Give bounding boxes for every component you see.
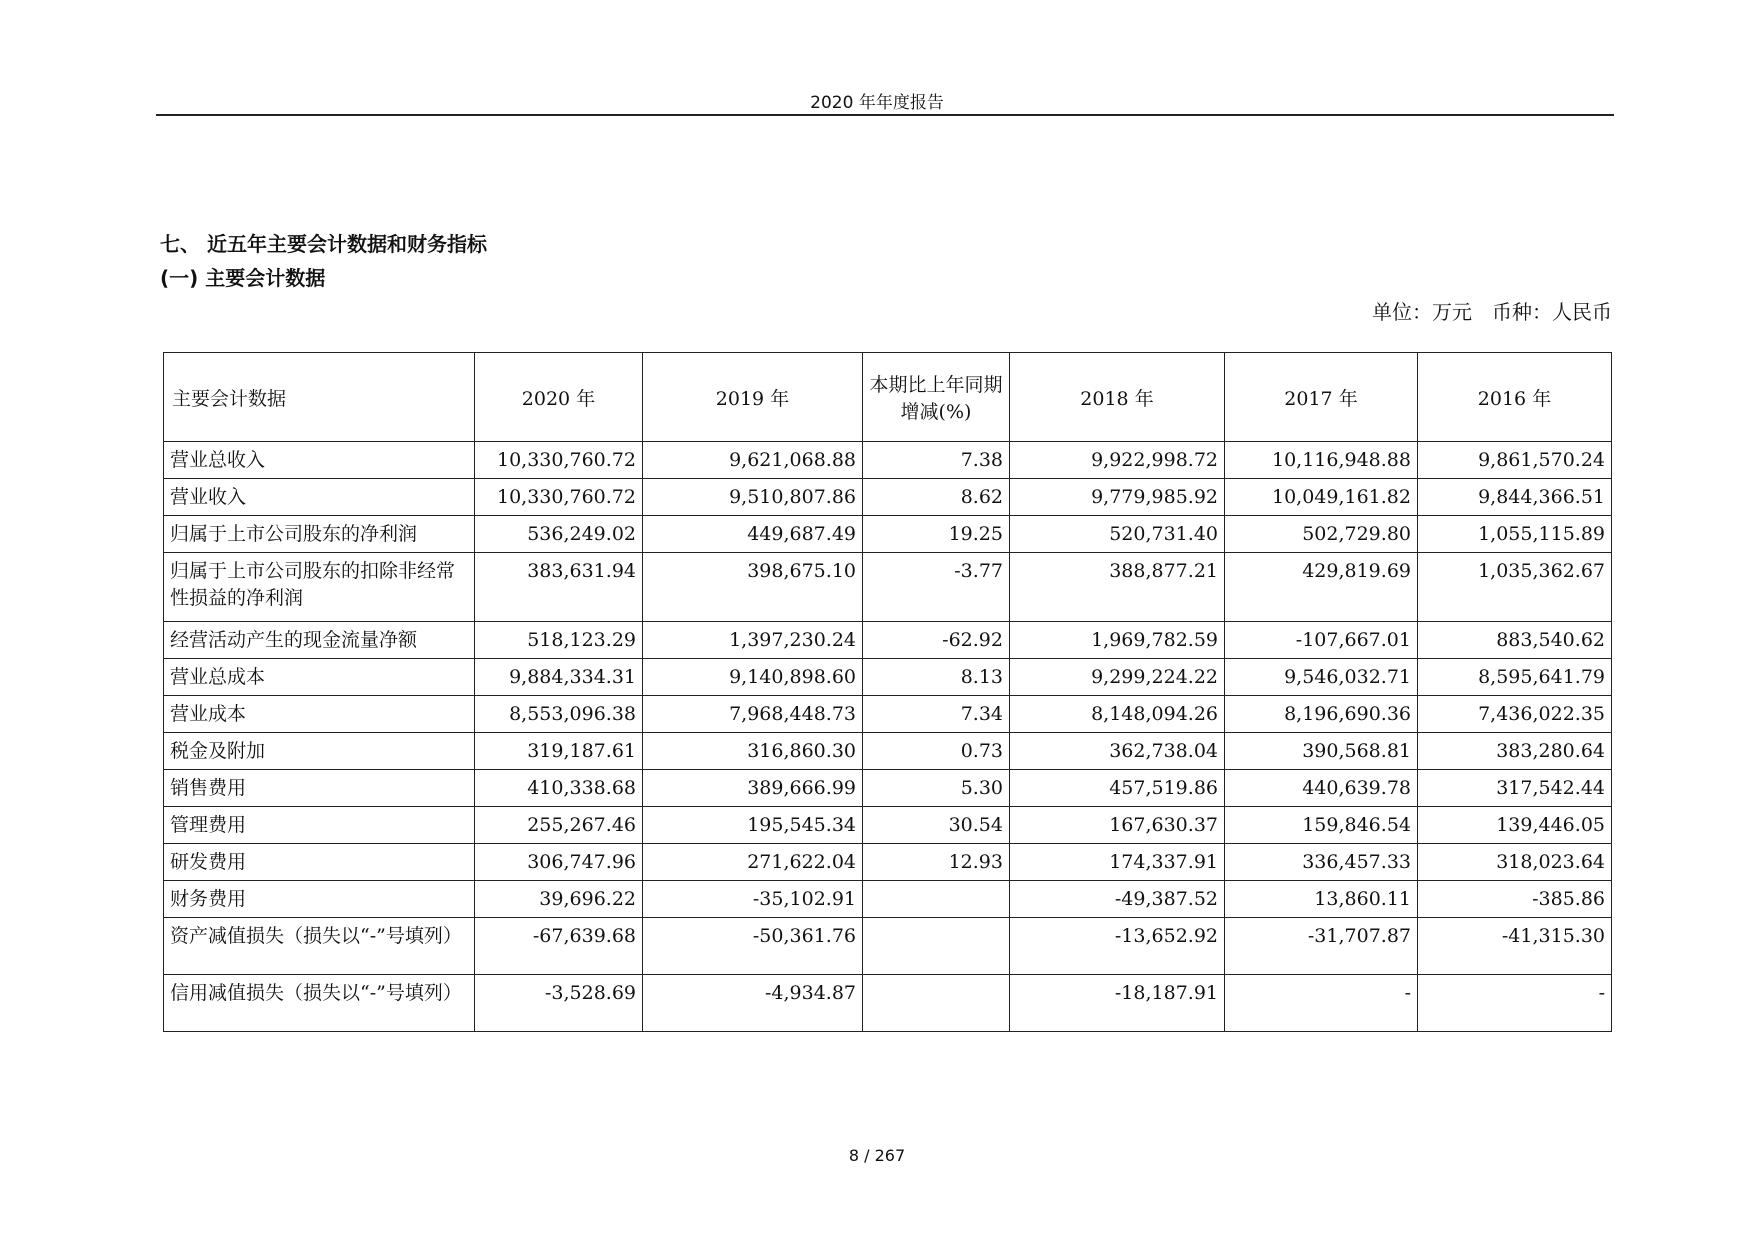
table-cell: 10,116,948.88 xyxy=(1225,442,1418,479)
row-label: 管理费用 xyxy=(164,807,475,844)
table-cell: 167,630.37 xyxy=(1010,807,1225,844)
table-cell: 174,337.91 xyxy=(1010,844,1225,881)
header-divider xyxy=(156,114,1614,116)
table-cell: -107,667.01 xyxy=(1225,622,1418,659)
table-cell: 8,196,690.36 xyxy=(1225,696,1418,733)
table-cell: 7,436,022.35 xyxy=(1418,696,1612,733)
table-cell: 319,187.61 xyxy=(475,733,643,770)
table-header-row xyxy=(164,353,1612,442)
table-cell: 10,049,161.82 xyxy=(1225,479,1418,516)
table-cell: 19.25 xyxy=(863,516,1010,553)
table-cell: 13,860.11 xyxy=(1225,881,1418,918)
table-cell: -385.86 xyxy=(1418,881,1612,918)
table-cell: 883,540.62 xyxy=(1418,622,1612,659)
row-label: 研发费用 xyxy=(164,844,475,881)
table-cell: -31,707.87 xyxy=(1225,918,1418,975)
table-cell: -67,639.68 xyxy=(475,918,643,975)
table-row xyxy=(164,622,1612,659)
table-cell: 398,675.10 xyxy=(643,553,863,622)
row-label: 归属于上市公司股东的扣除非经常性损益的净利润 xyxy=(164,553,475,622)
table-cell: 39,696.22 xyxy=(475,881,643,918)
table-row xyxy=(164,844,1612,881)
table-cell: 390,568.81 xyxy=(1225,733,1418,770)
table-cell: 7,968,448.73 xyxy=(643,696,863,733)
table-cell: 1,035,362.67 xyxy=(1418,553,1612,622)
table-row xyxy=(164,918,1612,975)
table-cell: 306,747.96 xyxy=(475,844,643,881)
table-cell: - xyxy=(1418,975,1612,1032)
column-header: 2020 年 xyxy=(475,353,643,442)
table-row xyxy=(164,975,1612,1032)
table-row xyxy=(164,516,1612,553)
table-cell: -13,652.92 xyxy=(1010,918,1225,975)
table-cell: - xyxy=(1225,975,1418,1032)
table-cell: -50,361.76 xyxy=(643,918,863,975)
table-row xyxy=(164,479,1612,516)
table-cell: 7.34 xyxy=(863,696,1010,733)
table-cell: 410,338.68 xyxy=(475,770,643,807)
table-cell: 8,148,094.26 xyxy=(1010,696,1225,733)
table-cell: -18,187.91 xyxy=(1010,975,1225,1032)
table-cell: 30.54 xyxy=(863,807,1010,844)
row-label: 营业总成本 xyxy=(164,659,475,696)
table-cell: 449,687.49 xyxy=(643,516,863,553)
row-label: 税金及附加 xyxy=(164,733,475,770)
unit-currency-note: 单位：万元 币种：人民币 xyxy=(1372,300,1612,324)
report-header-title: 2020 年年度报告 xyxy=(810,93,944,113)
table-cell: 9,621,068.88 xyxy=(643,442,863,479)
row-label: 信用减值损失（损失以“-”号填列） xyxy=(164,975,475,1032)
table-row xyxy=(164,696,1612,733)
table-cell: -62.92 xyxy=(863,622,1010,659)
table-cell: 9,299,224.22 xyxy=(1010,659,1225,696)
row-label: 营业成本 xyxy=(164,696,475,733)
table-cell: 362,738.04 xyxy=(1010,733,1225,770)
table-cell: 9,779,985.92 xyxy=(1010,479,1225,516)
table-row xyxy=(164,442,1612,479)
table-cell: 536,249.02 xyxy=(475,516,643,553)
table-cell: 5.30 xyxy=(863,770,1010,807)
table-row xyxy=(164,733,1612,770)
row-label: 财务费用 xyxy=(164,881,475,918)
table-cell: 9,140,898.60 xyxy=(643,659,863,696)
table-cell: 1,969,782.59 xyxy=(1010,622,1225,659)
table-cell: 9,546,032.71 xyxy=(1225,659,1418,696)
table-row xyxy=(164,881,1612,918)
table-cell: 383,631.94 xyxy=(475,553,643,622)
row-label: 归属于上市公司股东的净利润 xyxy=(164,516,475,553)
column-header: 2019 年 xyxy=(643,353,863,442)
table-cell: 8,553,096.38 xyxy=(475,696,643,733)
table-cell: 457,519.86 xyxy=(1010,770,1225,807)
page-number: 8 / 267 xyxy=(848,1146,906,1165)
table-cell: 389,666.99 xyxy=(643,770,863,807)
table-row xyxy=(164,807,1612,844)
table-cell: 10,330,760.72 xyxy=(475,442,643,479)
row-label: 资产减值损失（损失以“-”号填列） xyxy=(164,918,475,975)
table-cell: -3.77 xyxy=(863,553,1010,622)
table-cell: 271,622.04 xyxy=(643,844,863,881)
table-cell: 520,731.40 xyxy=(1010,516,1225,553)
table-cell: 318,023.64 xyxy=(1418,844,1612,881)
column-header: 本期比上年同期增减(%) xyxy=(863,353,1010,442)
column-header: 2018 年 xyxy=(1010,353,1225,442)
table-cell: 7.38 xyxy=(863,442,1010,479)
table-cell: 139,446.05 xyxy=(1418,807,1612,844)
table-cell: 1,055,115.89 xyxy=(1418,516,1612,553)
table-cell xyxy=(863,918,1010,975)
table-cell: -4,934.87 xyxy=(643,975,863,1032)
table-cell: 195,545.34 xyxy=(643,807,863,844)
table-cell: 10,330,760.72 xyxy=(475,479,643,516)
table-cell: -3,528.69 xyxy=(475,975,643,1032)
table-cell: 9,844,366.51 xyxy=(1418,479,1612,516)
table-cell: -41,315.30 xyxy=(1418,918,1612,975)
table-cell: 9,510,807.86 xyxy=(643,479,863,516)
table-cell: 383,280.64 xyxy=(1418,733,1612,770)
table-cell: 12.93 xyxy=(863,844,1010,881)
table-cell: 0.73 xyxy=(863,733,1010,770)
table-cell: 316,860.30 xyxy=(643,733,863,770)
table-cell: 317,542.44 xyxy=(1418,770,1612,807)
table-cell: 8.13 xyxy=(863,659,1010,696)
row-label: 营业总收入 xyxy=(164,442,475,479)
table-cell: -35,102.91 xyxy=(643,881,863,918)
section-subheading: (一) 主要会计数据 xyxy=(160,266,326,290)
accounting-data-table xyxy=(163,352,1612,1032)
table-cell: 159,846.54 xyxy=(1225,807,1418,844)
table-cell: 9,884,334.31 xyxy=(475,659,643,696)
table-cell: 8.62 xyxy=(863,479,1010,516)
column-header: 2016 年 xyxy=(1418,353,1612,442)
column-header: 主要会计数据 xyxy=(164,353,475,442)
table-row xyxy=(164,770,1612,807)
table-cell: 518,123.29 xyxy=(475,622,643,659)
table-cell: 9,861,570.24 xyxy=(1418,442,1612,479)
table-cell: 1,397,230.24 xyxy=(643,622,863,659)
section-heading: 七、 近五年主要会计数据和财务指标 xyxy=(160,232,487,256)
table-cell: 429,819.69 xyxy=(1225,553,1418,622)
column-header: 2017 年 xyxy=(1225,353,1418,442)
table-cell: 502,729.80 xyxy=(1225,516,1418,553)
table-cell xyxy=(863,881,1010,918)
table-cell: 440,639.78 xyxy=(1225,770,1418,807)
table-row xyxy=(164,553,1612,622)
table-cell xyxy=(863,975,1010,1032)
table-cell: 336,457.33 xyxy=(1225,844,1418,881)
table-cell: 9,922,998.72 xyxy=(1010,442,1225,479)
row-label: 营业收入 xyxy=(164,479,475,516)
row-label: 销售费用 xyxy=(164,770,475,807)
table-cell: 8,595,641.79 xyxy=(1418,659,1612,696)
table-cell: -49,387.52 xyxy=(1010,881,1225,918)
table-row xyxy=(164,659,1612,696)
row-label: 经营活动产生的现金流量净额 xyxy=(164,622,475,659)
table-cell: 255,267.46 xyxy=(475,807,643,844)
table-cell: 388,877.21 xyxy=(1010,553,1225,622)
